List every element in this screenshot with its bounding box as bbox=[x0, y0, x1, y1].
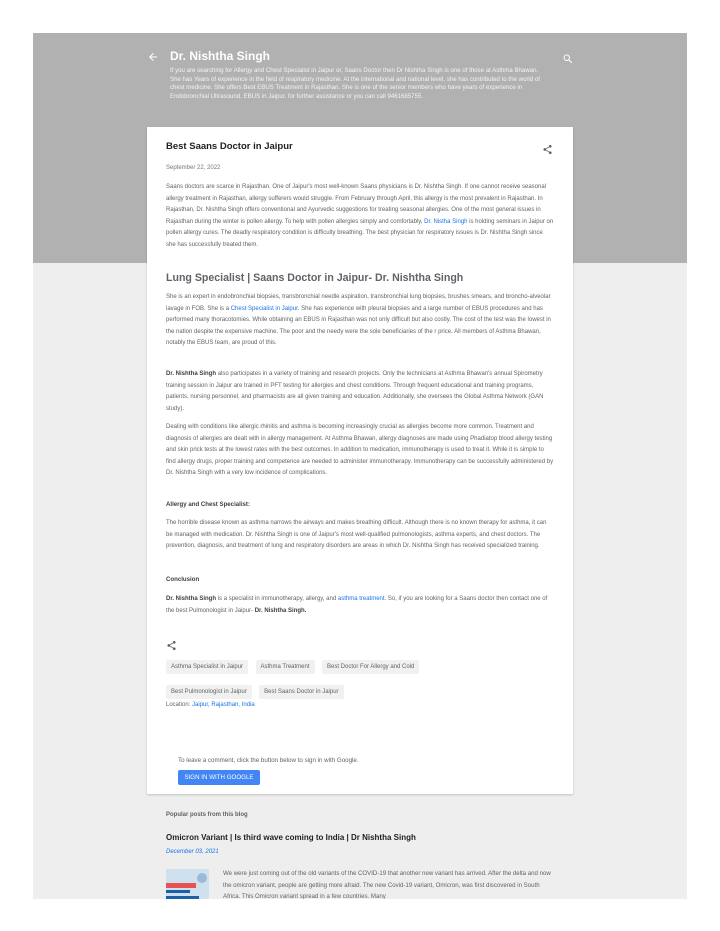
post-location: Location: Jaipur, Rajasthan, India bbox=[166, 702, 255, 708]
asthma-treatment-link[interactable]: asthma treatment bbox=[337, 596, 385, 602]
popular-posts-heading: Popular posts from this blog bbox=[166, 812, 248, 818]
label-chip[interactable]: Best Pulmonologist in Jaipur bbox=[166, 685, 252, 699]
popular-post-date[interactable]: December 03, 2021 bbox=[166, 849, 219, 855]
post-labels bbox=[166, 655, 554, 705]
subheading-conclusion: Conclusion bbox=[166, 576, 200, 583]
paragraph-2: Dr. Nishtha Singh also participates in a variety of training and research projects. Only the technicians at Asthma Bhawan's annual Spirometry training session in Jaipur are trained in PFT testing for allergies and chest conditions. Through frequent educational and training programs, patients, nursing personnel, and pharmacists are all given training and education. Additionally, she oversees the Global Asthma Network (GAN study). bbox=[166, 371, 544, 412]
sign-in-with-google-button[interactable]: SIGN IN WITH GOOGLE bbox=[178, 770, 260, 785]
label-chip[interactable]: Asthma Treatment bbox=[256, 660, 315, 674]
site-description: If you are searching for Allergy and Chest Specialist in Jaipur or, Saans Doctor then Dr Nishtha Singh is one of those at Asthma Bhawan. She has Years of experience in the field of respiratory medicine. At the international and national level, she has contributed to the world of chest medicine. She offers Best EBUS Treatment in Rajasthan. She is one of the senior members who have years of experience in Endobronchial Ultrasound. EBUS in Jaipur. for further assistance or you can call 9461685755. bbox=[170, 67, 540, 100]
label-chip[interactable]: Asthma Specialist in Jaipur bbox=[166, 660, 248, 674]
post-intro: Saans doctors are scarce in Rajasthan. One of Jaipur's most well-known Saans physicians is Dr. Nishtha Singh. If one cannot receive seasonal allergy treatment in Rajasthan, allergy sufferers would struggle. From February through April, this allergy is the most prevalent in Rajasthan. In Rajasthan, Dr. Nishtha Singh offers conventional and Ayurvedic suggestions for treating seasonal allergies. One of the most general issues in Rajasthan during the winter is pollen allergy. To help with pollen allergies simply and comfortably, Dr. Nistha Singh is holding seminars in Jaipur on pollen allergy cures. The deadly respiratory condition is difficulty breathing. The best physician for respiratory issues is Dr. Nishtha Singh since she has successfully treated them. bbox=[166, 184, 554, 248]
label-chip[interactable]: Best Saans Doctor in Jaipur bbox=[259, 685, 343, 699]
search-icon[interactable] bbox=[562, 52, 574, 64]
chest-specialist-link[interactable]: Chest Specialist in Jaipur bbox=[230, 305, 298, 312]
dr-nistha-singh-link[interactable]: Dr. Nistha Singh bbox=[424, 218, 468, 225]
section-heading: Lung Specialist | Saans Doctor in Jaipur- Dr. Nishtha Singh bbox=[166, 272, 464, 284]
comment-prompt: To leave a comment, click the button below to sign in with Google. bbox=[178, 757, 359, 764]
site-title[interactable]: Dr. Nishtha Singh bbox=[170, 49, 271, 63]
label-chip[interactable]: Best Doctor For Allergy and Cold bbox=[322, 660, 419, 674]
location-link[interactable]: Jaipur, Rajasthan, India bbox=[192, 702, 255, 708]
paragraph-1: She is an expert in endobronchial biopsies, transbronchial needle aspiration, transbronchial lung biopsies, brushes smears, and broncho-alveolar lavage in FOB. She is a Chest Specialist in Jaipur. She has experience with pleural biopsies and a large number of EBUS procedures and has performed many thoracotomies. While obtaining an EBUS in Rajasthan was not only difficult but also costly. The cost of the test was the lowest in the nation despite the expensive machine. The poor and the needy were the sole beneficiaries of the r price. All members of Asthma Bhawan, notably the EBUS team, are proud of this. bbox=[166, 294, 551, 346]
arrow-left-icon[interactable] bbox=[147, 51, 161, 65]
share-icon[interactable] bbox=[166, 638, 177, 649]
post-title[interactable]: Best Saans Doctor in Jaipur bbox=[166, 141, 293, 152]
paragraph-5: Dr. Nishtha Singh is a specialist in immunotherapy, allergy, and asthma treatment. So, if you are looking for a Saans doctor then contact one of the best Pulmonologist in Jaipur- Dr. Nishtha Singh. bbox=[166, 596, 548, 614]
subheading-allergy: Allergy and Chest Specialist: bbox=[166, 501, 250, 508]
post-date: September 22, 2022 bbox=[166, 165, 221, 171]
popular-post-thumbnail[interactable] bbox=[166, 869, 209, 899]
popular-post-snippet: We were just coming out of the old variants of the COVID-19 that another new variant has arrived. After the delta and now the omicron variant, people are getting more afraid. The new Covid-19 variant, Omicron, was first discovered in South Africa. This Omicron variant spread in a few countries. Many bbox=[223, 870, 551, 899]
paragraph-3: Dealing with conditions like allergic rhinitis and asthma is becoming increasingly crucial as allergies become more common. Treatment and diagnosis of allergies are dealt with in allergy management. At Asthma Bhawan, allergy diagnoses are made using Phadiatop blood allergy testing and skin prick tests at the lowest rates with the best outcomes. In addition to medication, immunotherapy is used to treat it. While it is simple to find allergy drugs, proper training and competence are needed to administer immunotherapy. Immunotherapy can be successfully administered by Dr. Nishtha Singh with a very low incidence of complications. bbox=[166, 424, 554, 476]
popular-post-title[interactable]: Omicron Variant | Is third wave coming to India | Dr Nishtha Singh bbox=[166, 833, 416, 842]
page-frame bbox=[33, 33, 687, 899]
paragraph-4: The horrible disease known as asthma narrows the airways and makes breathing difficult. Although there is no known therapy for asthma, it can be managed with medication. Dr. Nishtha Singh is one of Jaipur's most well-qualified pulmonologists, asthma experts, and chest doctors. The prevention, diagnosis, and treatment of lung and respiratory disorders are areas in which Dr. Nishtha Singh has received specialized training. bbox=[166, 520, 547, 549]
share-icon[interactable] bbox=[542, 142, 553, 153]
post-card bbox=[147, 127, 573, 794]
